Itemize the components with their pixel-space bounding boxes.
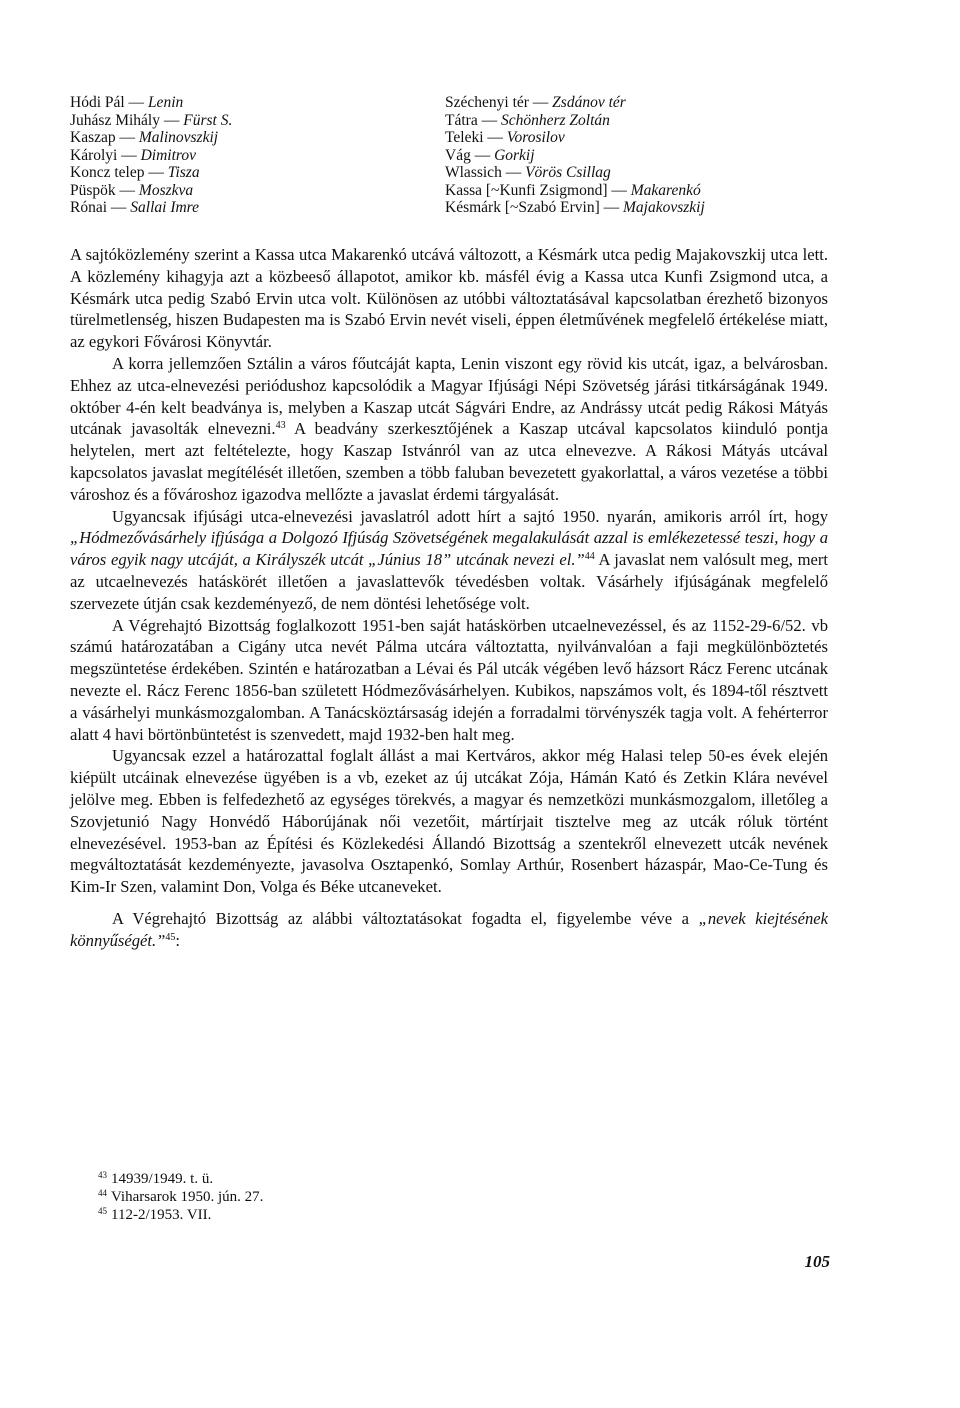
paragraph-text: A korra jellemzően Sztálin a város főutcáját kapta, Lenin viszont egy rövid kis utcát, igaz, a belvárosban. Ehhez az utca-elnevezési periódushoz kapcsolódik a Magyar Ifjúsági Népi Szövetség járási titkárságának 1949. október 4-én kelt beadványa is, melyben a Kaszap utcát Ságvári Endre, az Andrássy utcát pedig Rákosi Mátyás utcának javasolták elnevezni. xyxy=(70,353,828,439)
street-list-left xyxy=(70,94,232,217)
street-list-right xyxy=(445,94,705,217)
new-street-name: Fürst S. xyxy=(183,111,233,129)
paragraph xyxy=(70,506,828,615)
new-street-name: Makarenkó xyxy=(630,181,701,199)
new-street-name: Moszkva xyxy=(138,181,194,199)
footnote-ref: 45 xyxy=(165,931,176,943)
paragraph xyxy=(70,908,828,952)
street-pair xyxy=(445,147,705,165)
new-street-name: Sallai Imre xyxy=(130,199,200,216)
footnote xyxy=(98,1170,263,1188)
old-street-name: Püspök — xyxy=(70,181,139,199)
new-street-name: Majakovszkij xyxy=(622,199,705,216)
street-pair xyxy=(445,112,705,130)
old-street-name: Kassa [~Kunfi Zsigmond] — xyxy=(445,181,631,199)
old-street-name: Vág — xyxy=(445,146,495,164)
new-street-name: Dimitrov xyxy=(140,146,197,164)
old-street-name: Rónai — xyxy=(70,199,131,216)
paragraph: A sajtóközlemény szerint a Kassa utca Makarenkó utcává változott, a Késmárk utca pedig Majakovszkij utca lett. A közlemény kihagyja azt a közbeeső állapotot, amikor kb. másfél évig a Kassa utca Kunfi Zsigmond utca, a Késmárk utca pedig Szabó Ervin utca volt. Különösen az utóbbi változtatásával kapcsolatban érezhető bizonyos türelmetlenség, hiszen Budapesten ma is Szabó Ervin nevét viseli, éppen életművének megfelelő értékelése miatt, az egykori Fővárosi Könyvtár. xyxy=(70,245,828,352)
paragraph-text: A beadvány szerkesztőjének a Kaszap utcával kapcsolatos kiinduló pontja helytelen, mert azt feltételezte, hogy Kaszap Istvánról van az utca elnevezve. A Rákosi Mátyás utcával kapcsolatos javaslat megítélését illetően, szemben a több faluban bevezetett gyakorlattal, a város vezetése a többi városhoz és a fővároshoz igazodva mellőzte a javaslat érdemi tárgyalását. xyxy=(70,419,828,504)
street-pair xyxy=(70,199,232,217)
street-pair xyxy=(70,94,232,112)
paragraph: A Végrehajtó Bizottság foglalkozott 1951-ben saját hatáskörben utcaelnevezéssel, és az 1152-29-6/52. vb számú határozatában a Cigány utca nevét Pálma utcára változtatta, nyilvánvalóan a faji megkülönböztetés megszüntetése érdekében. Szintén e határozatban a Lévai és Pál utcák végében levő házsort Rácz Ferenc utcának nevezte el. Rácz Ferenc 1856-ban született Hódmezővásárhelyen. Kubikos, napszámos volt, és 1894-től résztvett a vásárhelyi munkásmozgalomban. A Tanácsköztársaság idején a forradalmi törvényszék tagja volt. A fehérterror alatt 4 havi börtönbüntetést is szenvedett, majd 1932-ben halt meg. xyxy=(70,615,828,744)
old-street-name: Wlassich — xyxy=(445,164,526,181)
footnote-text: Viharsarok 1950. jún. 27. xyxy=(111,1189,264,1205)
footnote-ref: 44 xyxy=(584,551,595,563)
footnote-text: 14939/1949. t. ü. xyxy=(111,1171,214,1187)
old-street-name: Koncz telep — xyxy=(70,164,168,181)
old-street-name: Juhász Mihály — xyxy=(70,111,184,129)
old-street-name: Széchenyi tér — xyxy=(445,94,553,111)
footnote-number: 45 xyxy=(98,1206,107,1216)
street-pair xyxy=(445,94,705,112)
paragraph: Ugyancsak ezzel a határozattal foglalt állást a mai Kertváros, akkor még Halasi telep 50-es évek elején kiépült utcáinak elnevezése ügyében is a vb, ezeket az új utcákat Zója, Hámán Kató és Zetkin Klára nevével jelölve meg. Ebben is felfedezhető az egységes törekvés, a magyar és nemzetközi munkásmozgalom, illetőleg a Szovjetunió Nagy Honvédő Háborújának női vezetőit, mártírjait tisztelve meg az utcák róluk történt elnevezésével. 1953-ban az Építési és Közlekedési Állandó Bizottság a szentekről elnevezett utcák nevének megváltoztatását kezdeményezte, javasolva Osztapenkó, Somlay Arthúr, Rosenbert házaspár, Mao-Ce-Tung és Kim-Ir Szen, valamint Don, Volga és Béke utcaneveket. xyxy=(70,746,828,897)
footnote-text: 112-2/1953. VII. xyxy=(111,1207,212,1223)
footnote xyxy=(98,1206,263,1224)
paragraph-text: Ugyancsak ifjúsági utca-elnevezési javaslatról adott hírt a sajtó 1950. nyarán, amikoris arról írt, hogy xyxy=(112,506,828,526)
street-pair xyxy=(70,147,232,165)
street-pair xyxy=(445,199,705,217)
paragraph xyxy=(70,353,828,506)
street-pair xyxy=(445,164,705,182)
old-street-name: Teleki — xyxy=(445,129,507,146)
paragraph-text: A javaslat nem valósult meg, mert az utcaelnevezés hatáskörét illetően a javaslattevők tévedésben voltak. Vásárhely ifjúságának megfelelő szervezete útján csak kezdeményező, de nem döntési lehetősége volt. xyxy=(70,550,828,613)
new-street-name: Zsdánov tér xyxy=(552,94,626,111)
page-number: 105 xyxy=(804,1252,830,1271)
quotation: „nevek kiejtésének könnyűségét.” xyxy=(70,908,828,950)
new-street-name: Lenin xyxy=(147,94,184,111)
street-pair xyxy=(445,182,705,200)
footnotes xyxy=(98,1170,263,1224)
street-pair xyxy=(70,129,232,147)
new-street-name: Tisza xyxy=(167,164,200,181)
footnote-number: 44 xyxy=(98,1188,107,1198)
new-street-name: Vorosilov xyxy=(506,129,565,146)
body-text xyxy=(70,244,828,952)
old-street-name: Késmárk [~Szabó Ervin] — xyxy=(445,199,623,216)
footnote xyxy=(98,1188,263,1206)
street-pair xyxy=(70,112,232,130)
old-street-name: Tátra — xyxy=(445,111,501,129)
street-pair xyxy=(70,182,232,200)
footnote-ref: 43 xyxy=(275,420,286,432)
street-rename-lists xyxy=(70,94,830,254)
new-street-name: Gorkij xyxy=(494,146,535,164)
street-pair xyxy=(70,164,232,182)
old-street-name: Hódi Pál — xyxy=(70,94,148,111)
quotation: „Hódmezővásárhely ifjúsága a Dolgozó Ifjúság Szövetségének megalakulását azzal is emlékezetessé teszi, hogy a város egyik nagy utcáját, a Királyszék utcát „Június 18” utcának nevezi el.” xyxy=(70,528,828,570)
paragraph-text: A Végrehajtó Bizottság az alábbi változtatásokat fogadta el, figyelembe véve a xyxy=(112,908,699,928)
paragraph-text: : xyxy=(175,930,181,950)
new-street-name: Schönherz Zoltán xyxy=(500,111,610,129)
street-pair xyxy=(445,129,705,147)
footnote-number: 43 xyxy=(98,1170,107,1180)
old-street-name: Kaszap — xyxy=(70,129,139,146)
old-street-name: Károlyi — xyxy=(70,146,141,164)
new-street-name: Vörös Csillag xyxy=(525,164,611,181)
new-street-name: Malinovszkij xyxy=(138,129,219,146)
